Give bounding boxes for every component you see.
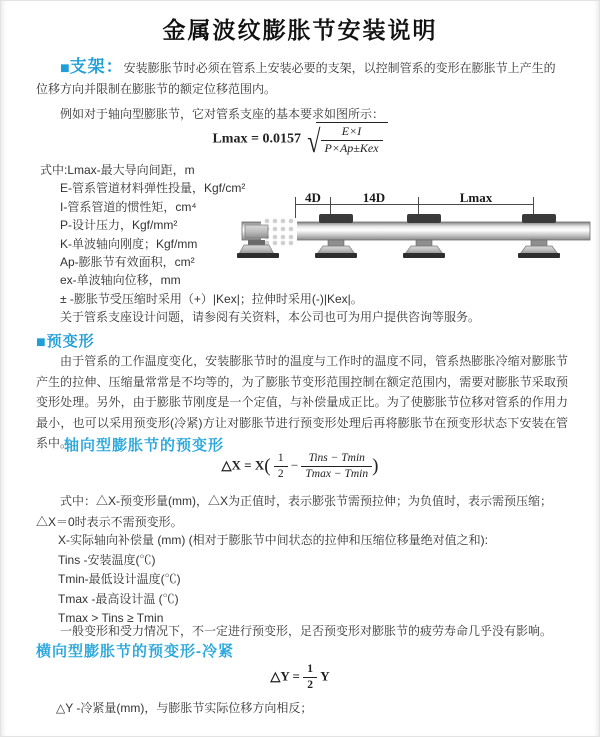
temperature-fraction [301, 452, 372, 481]
half-fraction [274, 452, 288, 481]
preform-section-label: 预变形 [46, 333, 95, 350]
def-line-e: E-管系管道材料弹性投量，Kgf/cm² [60, 181, 246, 196]
axial-item-tmax: Tmax -最高设计温 (℃) [58, 591, 179, 606]
axial-variable-list [58, 531, 488, 629]
half-denominator: 2 [307, 679, 313, 692]
def-line-p: P-设计压力，Kgf/mm² [60, 218, 178, 233]
sqrt-radical-symbol: √ [307, 123, 321, 160]
axial-subsection-heading: 轴向型膨胀节的预变形 [64, 437, 225, 454]
def-line-plusminus: ± -膨胀节受压缩时采用（+）|Kex|；拉伸时采用(-)|Kex|。 [60, 291, 363, 306]
lateral-formula-lhs: △Y = [270, 668, 300, 684]
lateral-subsection-heading: 横向型膨胀节的预变形-冷紧 [36, 643, 234, 660]
axial-item-x: X-实际轴向补偿量 (mm) (相对于膨胀节中间状态的拉伸和压缩位移量绝对值之和): [58, 533, 488, 547]
support-intro-paragraph [36, 56, 566, 100]
def-line-k: K-单波轴向刚度；Kgf/mm [60, 236, 198, 251]
def-line-i: I-管系管道的惯性矩，cm⁴ [60, 199, 197, 214]
lateral-formula [0, 663, 600, 692]
pipe-support-diagram [236, 190, 596, 280]
support-section-label: 支架： [69, 57, 124, 76]
section-square-icon: ■ [60, 60, 70, 77]
def-line-ex: ex-单波轴向位移，mm [60, 273, 181, 288]
def-line-ap: Ap-膨胀节有效面积，cm² [60, 255, 195, 270]
close-paren: ) [372, 455, 379, 477]
temperature-fraction-denominator: Tmax − Tmin [305, 468, 369, 481]
axial-formula-lhs: △X = X [221, 457, 265, 473]
def-line-consult: 关于管系支座设计问题，请参阅有关资料，本公司也可为用户提供咨询等服务。 [60, 310, 481, 325]
def-line-lmax: 式中:Lmax-最大导向间距，m [40, 163, 195, 177]
lmax-fraction-numerator: E×I [321, 125, 383, 141]
half-numerator: 1 [303, 663, 317, 678]
lmax-fraction-denominator: P×Ap±Kex [324, 140, 379, 155]
support-intro-text: 安装膨胀节时必须在管系上安装必要的支架，以控制管系的变形在膨胀节上产生的位移方向并限制在膨胀节的额定位移范围内。 [36, 61, 556, 96]
axial-item-tins: Tins -安装温度(℃) [58, 552, 156, 567]
axial-item-order: Tmax > Tins ≥ Tmin [58, 611, 164, 626]
half-fraction [303, 663, 317, 692]
lmax-fraction [321, 125, 383, 156]
axial-item-tmin: Tmin-最低设计温度(℃) [58, 572, 181, 587]
preform-body-text: 由于管系的工作温度变化，安装膨胀节时的温度与工作时的温度不同，管系热膨胀冷缩对膨胀节产生的拉伸、压缩量常常是不均等的，为了膨胀节变形范围控制在额定范围内，需要对膨胀节采取预变形处理。另外，由于膨胀节刚度是一个定值，与补偿量成正比。为了使膨胀节位移对管系的作用力最小，也可以采用预变形(冷紧)方让对膨胀节进行预变形处理后再将膨胀节在预变形状态下安装在管系中。 [36, 354, 568, 450]
dimension-label-14d: 14D [362, 190, 386, 205]
dimension-label-4d: 4D [305, 190, 321, 205]
temperature-fraction-numerator: Tins − Tmin [301, 452, 372, 467]
half-denominator: 2 [277, 468, 284, 481]
lateral-formula-rhs: Y [320, 668, 330, 684]
lmax-formula-lhs: Lmax = 0.0157 [212, 131, 301, 147]
support-example-text: 例如对于轴向型膨胀节，它对管系支座的基本要求如图所示： [60, 107, 385, 121]
lmax-formula [0, 122, 600, 160]
sqrt-body [316, 122, 388, 156]
page-title: 金属波纹膨胀节安装说明 [162, 17, 438, 43]
lateral-note-text: △Y -冷紧量(mm)，与膨胀节实际位移方向相反； [56, 701, 313, 715]
axial-note-text: 一般变形和受力情况下，不一定进行预变形，足否预变形对膨胀节的疲劳寿命几乎没有影响。 [60, 624, 553, 638]
dimension-label-lmax: Lmax [459, 190, 493, 205]
open-paren: ( [264, 455, 271, 477]
minus-sign: − [290, 457, 299, 473]
axial-explain-text: 式中：△X-预变形量(mm)，△X为正值时，表示膨张节需预拉伸；为负值时，表示需预压缩；△X＝0时表示不需预变形。 [36, 494, 552, 529]
half-numerator: 1 [274, 452, 288, 467]
axial-formula [0, 452, 600, 481]
preform-section-heading [36, 330, 95, 352]
support-section [36, 56, 566, 125]
section-square-icon: ■ [36, 334, 47, 351]
